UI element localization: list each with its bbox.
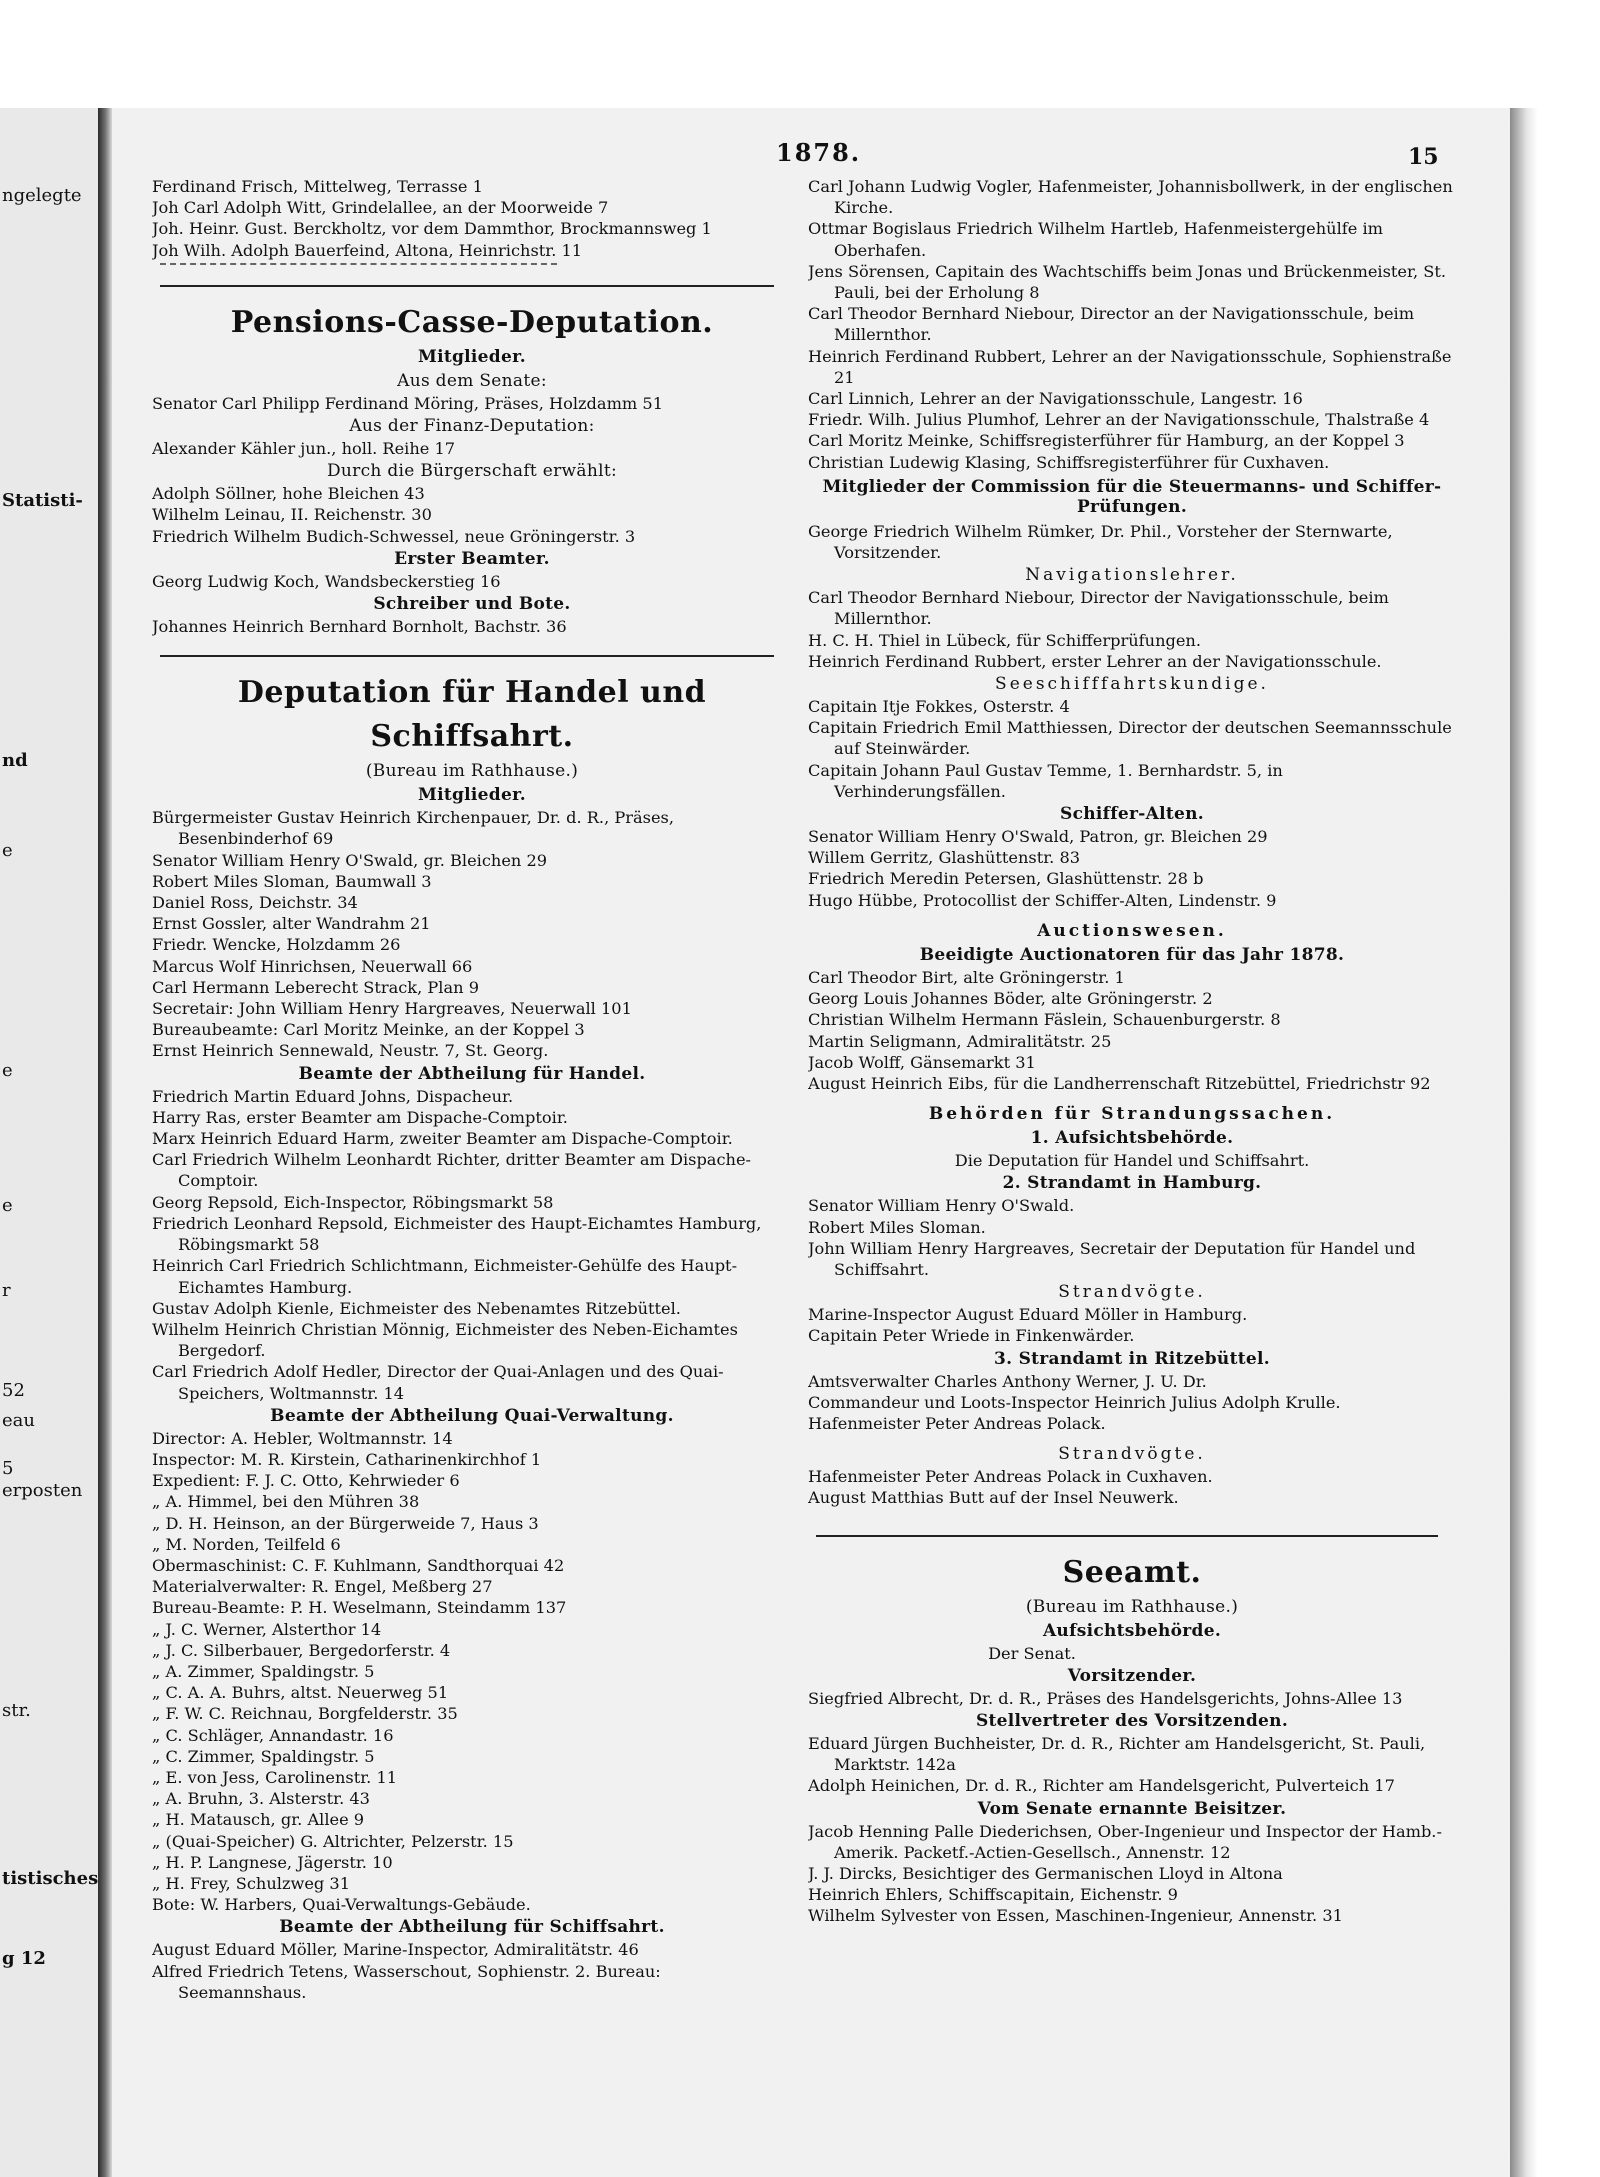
list-entry: Senator William Henry O'Swald, gr. Bleichen 29 <box>152 850 548 870</box>
list-entry: Carl Theodor Bernhard Niebour, Director an der Navigationsschule, beim Millernthor. <box>808 304 1415 345</box>
ship-heading: Beamte der Abtheilung für Schiffsahrt. <box>279 1917 665 1938</box>
list-entry: Carl Theodor Bernhard Niebour, Director der Navigationsschule, beim Millernthor. <box>808 588 1389 629</box>
list-entry: Ferdinand Frisch, Mittelweg, Terrasse 1 <box>152 177 483 196</box>
list-entry: Robert Miles Sloman, Baumwall 3 <box>152 871 432 891</box>
list-entry: „ C. Zimmer, Spaldingstr. 5 <box>152 1746 375 1766</box>
list-entry: Christian Ludewig Klasing, Schiffsregisterführer für Cuxhaven. <box>808 452 1330 472</box>
list-entry: „ E. von Jess, Carolinenstr. 11 <box>152 1767 398 1787</box>
list-entry: Georg Repsold, Eich-Inspector, Röbingsmarkt 58 <box>152 1192 554 1212</box>
left-facing-page <box>0 108 100 2177</box>
list-entry: Gustav Adolph Kienle, Eichmeister des Nebenamtes Ritzebüttel. <box>152 1298 681 1318</box>
deputies-heading: Stellvertreter des Vorsitzenden. <box>975 1710 1289 1731</box>
list-entry: Hugo Hübbe, Protocollist der Schiffer-Alten, Lindenstr. 9 <box>808 890 1277 910</box>
list-entry: Ernst Heinrich Sennewald, Neustr. 7, St. Georg. <box>152 1041 549 1061</box>
auction-list <box>808 967 1456 1094</box>
pension-title: Pensions-Casse-Deputation. <box>230 304 714 340</box>
list-entry: Carl Hermann Leberecht Strack, Plan 9 <box>152 977 479 997</box>
list-entry: Senator Carl Philipp Ferdinand Möring, Präses, Holzdamm 51 <box>152 393 664 413</box>
list-entry: Friedrich Wilhelm Budich-Schwessel, neue Gröningerstr. 3 <box>152 526 636 546</box>
assessors-heading: Vom Senate ernannte Beisitzer. <box>977 1798 1287 1819</box>
list-entry: Friedrich Leonhard Repsold, Eichmeister des Haupt-Eichamtes Hamburg, Röbingsmarkt 58 <box>152 1213 762 1255</box>
dashed-divider <box>160 263 557 265</box>
list-entry: Bote: W. Harbers, Quai-Verwaltungs-Gebäude. <box>152 1895 531 1915</box>
list-entry: August Matthias Butt auf der Insel Neuwerk. <box>808 1488 1179 1508</box>
list-entry: Ernst Gossler, alter Wandrahm 21 <box>152 914 431 934</box>
list-entry: „ A. Himmel, bei den Mühren 38 <box>152 1492 420 1512</box>
list-entry: „ H. Matausch, gr. Allee 9 <box>152 1810 365 1830</box>
auction-subheading: Beeidigte Auctionatoren für das Jahr 1878. <box>919 944 1345 965</box>
spacer <box>808 1094 1456 1102</box>
list-entry: „ H. P. Langnese, Jägerstr. 10 <box>152 1852 393 1872</box>
list-entry: Capitain Itje Fokkes, Osterstr. 4 <box>808 697 1070 717</box>
section-divider <box>160 655 774 657</box>
pension-finance-list <box>152 438 792 459</box>
left-page-fragment: erposten <box>2 1480 83 1501</box>
list-entry: „ M. Norden, Teilfeld 6 <box>152 1534 341 1554</box>
list-entry: Hafenmeister Peter Andreas Polack in Cuxhaven. <box>808 1467 1213 1487</box>
left-page-fragment: e <box>2 1060 13 1081</box>
sea-heading: Seeschifffahrtskundige. <box>995 674 1269 695</box>
trade-title: Deputation für Handel und Schiffsahrt. <box>237 675 707 755</box>
trade-members-list <box>152 807 792 1061</box>
list-entry: Georg Louis Johannes Böder, alte Gröningerstr. 2 <box>808 989 1213 1009</box>
page-number: 15 <box>1408 144 1439 170</box>
list-entry: Heinrich Ferdinand Rubbert, erster Lehrer an der Navigationsschule. <box>808 651 1382 671</box>
strand1-list <box>808 1150 1456 1171</box>
strand3-list <box>808 1371 1456 1435</box>
seeamt-title: Seeamt. <box>1062 1554 1202 1590</box>
list-entry: Joh Wilh. Adolph Bauerfeind, Altona, Heinrichstr. 11 <box>152 240 583 260</box>
quai-list <box>152 1428 792 1916</box>
list-entry: Heinrich Ehlers, Schiffscapitain, Eichenstr. 9 <box>808 1885 1178 1905</box>
list-entry: August Eduard Möller, Marine-Inspector, Admiralitätstr. 46 <box>152 1940 639 1960</box>
list-entry: Obermaschinist: C. F. Kuhlmann, Sandthorquai 42 <box>152 1555 565 1575</box>
list-entry: „ F. W. C. Reichnau, Borgfelderstr. 35 <box>152 1704 458 1724</box>
list-entry: Inspector: M. R. Kirstein, Catharinenkirchhof 1 <box>152 1449 542 1469</box>
list-entry: „ J. C. Werner, Alsterthor 14 <box>152 1619 382 1639</box>
pension-clerk-list <box>152 616 792 637</box>
list-entry: Siegfried Albrecht, Dr. d. R., Präses des Handelsgerichts, Johns-Allee 13 <box>808 1688 1403 1708</box>
pension-citizens-heading: Durch die Bürgerschaft erwählt: <box>327 461 617 482</box>
left-page-fragment: Statisti- <box>2 490 83 511</box>
list-entry: „ A. Bruhn, 3. Alsterstr. 43 <box>152 1789 370 1809</box>
list-entry: Marcus Wolf Hinrichsen, Neuerwall 66 <box>152 956 473 976</box>
list-entry: Bürgermeister Gustav Heinrich Kirchenpauer, Dr. d. R., Präses, Besenbinderhof 69 <box>152 808 674 849</box>
list-entry: Hafenmeister Peter Andreas Polack. <box>808 1413 1106 1433</box>
left-column <box>152 176 792 2003</box>
assessors-list <box>808 1821 1456 1927</box>
left-page-fragment: ngelegte <box>2 185 82 206</box>
left-page-fragment: g 12 <box>2 1948 46 1969</box>
list-entry: Joh. Heinr. Gust. Berckholtz, vor dem Dammthor, Brockmannsweg 1 <box>152 219 712 239</box>
list-entry: Materialverwalter: R. Engel, Meßberg 27 <box>152 1577 493 1597</box>
pension-official-heading: Erster Beamter. <box>394 548 550 569</box>
seeamt-bureau: (Bureau im Rathhause.) <box>1025 1596 1239 1617</box>
list-entry: Harry Ras, erster Beamter am Dispache-Comptoir. <box>152 1107 568 1127</box>
list-entry: Capitain Johann Paul Gustav Temme, 1. Bernhardstr. 5, in Verhinderungsfällen. <box>808 760 1283 801</box>
list-entry: Der Senat. <box>988 1643 1076 1663</box>
list-entry: Capitain Peter Wriede in Finkenwärder. <box>808 1326 1135 1346</box>
chair-heading: Vorsitzender. <box>1067 1665 1197 1686</box>
section-divider <box>816 1535 1438 1537</box>
list-entry: Joh Carl Adolph Witt, Grindelallee, an der Moorweide 7 <box>152 198 609 218</box>
elders-list <box>808 826 1456 911</box>
list-entry: Carl Theodor Birt, alte Gröningerstr. 1 <box>808 967 1125 987</box>
sea-list <box>808 696 1456 802</box>
nav-heading: Navigationslehrer. <box>1025 565 1239 586</box>
list-entry: Martin Seligmann, Admiralitätstr. 25 <box>808 1031 1112 1051</box>
supervisory-heading: Aufsichtsbehörde. <box>1042 1620 1222 1641</box>
left-page-fragment: e <box>2 840 13 861</box>
page-edge-shadow <box>1510 108 1538 2177</box>
commission-list <box>808 521 1456 563</box>
list-entry: Senator William Henry O'Swald, Patron, gr. Bleichen 29 <box>808 827 1268 847</box>
list-entry: Bureaubeamte: Carl Moritz Meinke, an der Koppel 3 <box>152 1020 585 1040</box>
left-page-fragment: 5 <box>2 1458 14 1479</box>
list-entry: J. J. Dircks, Besichtiger des Germanischen Lloyd in Altona <box>808 1863 1283 1883</box>
deputies-list <box>808 1733 1456 1797</box>
trade-dept-list <box>152 1086 792 1404</box>
list-entry: Carl Moritz Meinke, Schiffsregisterführer für Hamburg, an der Koppel 3 <box>808 431 1405 451</box>
list-entry: Wilhelm Heinrich Christian Mönnig, Eichmeister des Neben-Eichamtes Bergedorf. <box>152 1319 738 1361</box>
list-entry: Heinrich Ferdinand Rubbert, Lehrer an der Navigationsschule, Sophienstraße 21 <box>808 346 1452 387</box>
trade-bureau: (Bureau im Rathhause.) <box>365 761 579 782</box>
list-entry: „ C. A. A. Buhrs, altst. Neuerweg 51 <box>152 1683 449 1703</box>
list-entry: Friedr. Wencke, Holzdamm 26 <box>152 935 401 955</box>
list-entry: Christian Wilhelm Hermann Fäslein, Schauenburgerstr. 8 <box>808 1010 1281 1030</box>
trade-members-heading: Mitglieder. <box>417 785 527 806</box>
ship-list <box>152 1939 792 2003</box>
auction-heading: Auctionswesen. <box>1037 920 1227 941</box>
list-entry: Adolph Heinichen, Dr. d. R., Richter am Handelsgericht, Pulverteich 17 <box>808 1776 1395 1796</box>
list-entry: Carl Johann Ludwig Vogler, Hafenmeister, Johannisbollwerk, in der englischen Kirche. <box>808 177 1453 218</box>
strand2-heading: 2. Strandamt in Hamburg. <box>1002 1173 1262 1194</box>
list-entry: George Friedrich Wilhelm Rümker, Dr. Phil., Vorsteher der Sternwarte, Vorsitzender. <box>808 521 1393 563</box>
top-list <box>152 176 792 261</box>
list-entry: Director: A. Hebler, Woltmannstr. 14 <box>152 1428 453 1448</box>
list-entry: Wilhelm Leinau, II. Reichenstr. 30 <box>152 505 432 525</box>
left-page-fragment: nd <box>2 750 28 771</box>
right-column <box>808 176 1456 1927</box>
left-page-fragment: str. <box>2 1700 31 1721</box>
list-entry: Senator William Henry O'Swald. <box>808 1196 1075 1216</box>
vogte2-heading: Strandvögte. <box>1058 1444 1206 1465</box>
pension-clerk-heading: Schreiber und Bote. <box>373 594 571 615</box>
strand1-heading: 1. Aufsichtsbehörde. <box>1030 1128 1234 1149</box>
list-entry: Alfred Friedrich Tetens, Wasserschout, Sophienstr. 2. Bureau: Seemannshaus. <box>152 1961 661 2002</box>
list-entry: Robert Miles Sloman. <box>808 1217 986 1237</box>
list-entry: Alexander Kähler jun., holl. Reihe 17 <box>152 439 456 459</box>
list-entry: Carl Friedrich Adolf Hedler, Director der Quai-Anlagen und des Quai-Speichers, Woltmannstr. 14 <box>152 1362 724 1403</box>
list-entry: Friedrich Martin Eduard Johns, Dispacheur. <box>152 1086 514 1106</box>
list-entry: Carl Linnich, Lehrer an der Navigationsschule, Langestr. 16 <box>808 389 1303 409</box>
list-entry: Friedr. Wilh. Julius Plumhof, Lehrer an der Navigationsschule, Thalstraße 4 <box>808 410 1430 430</box>
list-entry: „ H. Frey, Schulzweg 31 <box>152 1873 351 1893</box>
pension-finance-heading: Aus der Finanz-Deputation: <box>349 416 595 437</box>
list-entry: Expedient: F. J. C. Otto, Kehrwieder 6 <box>152 1471 460 1491</box>
strand2-list <box>808 1195 1456 1280</box>
list-entry: „ C. Schläger, Annandastr. 16 <box>152 1725 394 1745</box>
list-entry: Willem Gerritz, Glashüttenstr. 83 <box>808 848 1081 868</box>
vogte1-heading: Strandvögte. <box>1058 1282 1206 1303</box>
pension-members-heading: Mitglieder. <box>417 346 527 367</box>
trade-dept-heading: Beamte der Abtheilung für Handel. <box>298 1063 646 1084</box>
list-entry: Ottmar Bogislaus Friedrich Wilhelm Hartleb, Hafenmeistergehülfe im Oberhafen. <box>808 219 1384 260</box>
spacer <box>808 911 1456 919</box>
pension-official-list <box>152 571 792 592</box>
list-entry: Capitain Friedrich Emil Matthiessen, Director der deutschen Seemannsschule auf Steinwärder. <box>808 718 1452 759</box>
strand3-heading: 3. Strandamt in Ritzebüttel. <box>994 1348 1270 1369</box>
left-page-fragment: 52 <box>2 1380 25 1401</box>
list-entry: Die Deputation für Handel und Schiffsahrt. <box>954 1151 1310 1171</box>
list-entry: Friedrich Meredin Petersen, Glashüttenstr. 28 b <box>808 869 1204 889</box>
vogte2-list <box>808 1466 1456 1508</box>
supervisory-list <box>808 1643 1456 1664</box>
list-entry: Secretair: John William Henry Hargreaves, Neuerwall 101 <box>152 999 632 1019</box>
left-page-fragment: r <box>2 1280 11 1301</box>
left-page-fragment: eau <box>2 1410 35 1431</box>
list-entry: Eduard Jürgen Buchheister, Dr. d. R., Richter am Handelsgericht, St. Pauli, Marktstr. 142a <box>808 1733 1426 1775</box>
harbour-list <box>808 176 1456 473</box>
left-page-fragment: e <box>2 1195 13 1216</box>
list-entry: Wilhelm Sylvester von Essen, Maschinen-Ingenieur, Annenstr. 31 <box>808 1906 1343 1926</box>
running-header-year: 1878. <box>776 138 862 167</box>
list-entry: „ J. C. Silberbauer, Bergedorferstr. 4 <box>152 1640 451 1660</box>
list-entry: August Heinrich Eibs, für die Landherrenschaft Ritzebüttel, Friedrichstr 92 <box>808 1073 1431 1093</box>
list-entry: Jacob Wolff, Gänsemarkt 31 <box>808 1052 1036 1072</box>
list-entry: Commandeur und Loots-Inspector Heinrich Julius Adolph Krulle. <box>808 1392 1341 1412</box>
nav-list <box>808 587 1456 672</box>
strand-heading: Behörden für Strandungssachen. <box>928 1104 1336 1125</box>
list-entry: John William Henry Hargreaves, Secretair der Deputation für Handel und Schiffsahrt. <box>808 1238 1416 1279</box>
list-entry: Carl Friedrich Wilhelm Leonhardt Richter, dritter Beamter am Dispache-Comptoir. <box>152 1150 751 1191</box>
commission-heading: Mitglieder der Commission für die Steuermanns- und Schiffer-Prüfungen. <box>822 476 1442 517</box>
list-entry: Bureau-Beamte: P. H. Weselmann, Steindamm 137 <box>152 1598 567 1618</box>
section-divider <box>160 285 774 287</box>
list-entry: Marx Heinrich Eduard Harm, zweiter Beamter am Dispache-Comptoir. <box>152 1129 733 1149</box>
list-entry: Marine-Inspector August Eduard Möller in Hamburg. <box>808 1305 1248 1325</box>
list-entry: Georg Ludwig Koch, Wandsbeckerstieg 16 <box>152 571 501 591</box>
left-page-fragment: tistisches <box>2 1868 99 1889</box>
chair-list <box>808 1688 1456 1709</box>
elders-heading: Schiffer-Alten. <box>1060 804 1204 825</box>
list-entry: Johannes Heinrich Bernhard Bornholt, Bachstr. 36 <box>152 617 567 637</box>
vogte1-list <box>808 1304 1456 1346</box>
list-entry: Heinrich Carl Friedrich Schlichtmann, Eichmeister-Gehülfe des Haupt-Eichamtes Hamburg. <box>152 1256 738 1297</box>
list-entry: Adolph Söllner, hohe Bleichen 43 <box>152 484 425 504</box>
list-entry: Amtsverwalter Charles Anthony Werner, J. U. Dr. <box>808 1371 1207 1391</box>
pension-senate-list <box>152 393 792 414</box>
list-entry: „ D. H. Heinson, an der Bürgerweide 7, Haus 3 <box>152 1513 539 1533</box>
book-gutter <box>98 108 112 2177</box>
pension-citizens-list <box>152 483 792 547</box>
list-entry: „ (Quai-Speicher) G. Altrichter, Pelzerstr. 15 <box>152 1831 514 1851</box>
quai-heading: Beamte der Abtheilung Quai-Verwaltung. <box>270 1405 674 1426</box>
pension-senate-heading: Aus dem Senate: <box>397 370 547 391</box>
list-entry: „ A. Zimmer, Spaldingstr. 5 <box>152 1661 375 1681</box>
list-entry: Daniel Ross, Deichstr. 34 <box>152 893 358 913</box>
list-entry: Jacob Henning Palle Diederichsen, Ober-Ingenieur und Inspector der Hamb.-Amerik. Packetf.-Actien-Gesellsch., Annenstr. 12 <box>808 1821 1442 1862</box>
list-entry: Jens Sörensen, Capitain des Wachtschiffs beim Jonas und Brückenmeister, St. Pauli, bei der Erholung 8 <box>808 261 1446 303</box>
list-entry: H. C. H. Thiel in Lübeck, für Schifferprüfungen. <box>808 630 1202 650</box>
